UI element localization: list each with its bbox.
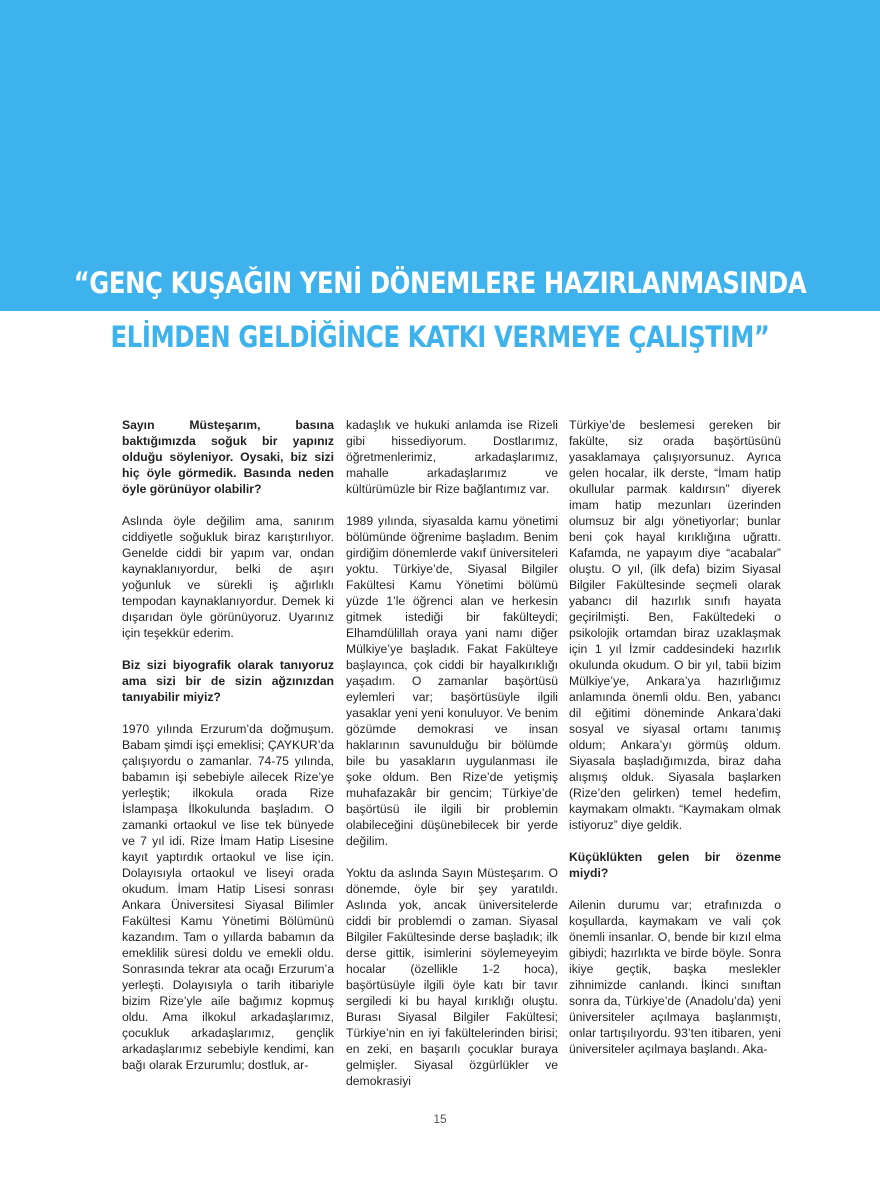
headline-line-1: “GENÇ KUŞAĞIN YENİ DÖNEMLERE HAZIRLANMASINDA [73, 266, 807, 300]
question-paragraph: Sayın Müsteşarım, basına baktığımızda soğuk bir yapınız olduğu söyleniyor. Oysaki, biz sizi hiç öyle görmedik. Basında neden öyle görünüyor olabilir? [122, 418, 334, 496]
question-paragraph: Biz sizi biyografik olarak tanıyoruz ama sizi bir de sizin ağzınızdan tanıyabilir miyiz? [122, 658, 334, 704]
answer-paragraph: 1989 yılında, siyasalda kamu yönetimi bölümünde öğrenime başladım. Benim girdiğim dönemlerde vakıf üniversiteleri yoktu. Türkiye’de, Siyasal Bilgiler Fakültesi Kamu Yönetimi bölümü yüzde 1’le öğrenci alan ve herkesin gitmek istediği bir fakülteydi; Elhamdülillah oraya yani namı diğer Mülkiye’ye başladık. Fakat Fakülteye başlayınca, çok ciddi bir hayalkırıklığı yaşadım. O zamanlar başörtüsü eylemleri var; başörtüsüyle ilgili yasaklar yeni yeni konuluyor. Ve benim gözümde demokrasi ve insan haklarının savunulduğu bir bölümde bile bu yasakların uygulanması ile şoke oldum. Ben Rize’de yetişmiş muhafazakâr bir gencim; Türkiye’de başörtüsü ile ilgili bir problemin olabileceğini düşünebilecek bir yerde değilim. [346, 514, 558, 848]
answer-paragraph: Ailenin durumu var; etrafınızda o koşullarda, kaymakam ve vali çok önemli insanlar. O, bende bir kızıl elma gibiydi; hazırlıkta ve birde böyle. Sonra ikiye geçtik, başka meslekler zihnimizde canlandı. İkinci sınıftan sonra da, Türkiye’de (Anadolu’da) yeni üniversiteler açılmaya başlanmıştı, onlar tartışılıyordu. 93’ten itibaren, yeni üniversiteler açılmaya başlandı. Aka- [569, 898, 781, 1056]
text-column-3 [569, 417, 781, 1057]
text-column-2 [346, 417, 558, 1089]
answer-paragraph: Yoktu da aslında Sayın Müsteşarım. O dönemde, öyle bir şey yaratıldı. Aslında yok, ancak üniversitelerde ciddi bir problemdi o zaman. Siyasal Bilgiler Fakültesinde derse başladık; ilk derse gittik, isimlerini söylemeyeyim hocalar (özellikle 1-2 hoca), başörtüsüyle ilgili öyle katı bir tavır sergiledi ki bu hayal kırıklığı oluştu. Burası Siyasal Bilgiler Fakültesi; Türkiye’nin en iyi fakültelerinden birisi; en zeki, en başarılı çocuklar buraya gelmişler. Siyasal özgürlükler ve demokrasiyi [346, 866, 558, 1088]
headline-line-2: ELİMDEN GELDİĞİNCE KATKI VERMEYE ÇALIŞTIM” [110, 320, 770, 354]
question-paragraph: Küçüklükten gelen bir özenme miydi? [569, 850, 781, 880]
answer-paragraph: 1970 yılında Erzurum’da doğmuşum. Babam şimdi işçi emeklisi; ÇAYKUR’da çalışıyordu o zamanlar. 74-75 yılında, babamın işi sebebiyle ailecek Rize’ye yerleştik; ilkokula orada Rize İslampaşa İlkokulunda başladım. O zamanki ortaokul ve lise tek bünyede ve 7 yıl idi. Rize İmam Hatip Lisesine kayıt yaptırdık ortaokul ve lise için. Dolayısıyla ortaokul ve liseyi orada okudum. İmam Hatip Lisesi sonrası Ankara Üniversitesi Siyasal Bilimler Fakültesi Kamu Yönetimi Bölümünü kazandım. Tam o yıllarda babamın da emeklilik süresi doldu ve emekli oldu. Sonrasında tekrar ata ocağı Erzurum’a yerleşti. Dolayısıyla o tarih itibariyle bizim Rize’yle aile bağımız kopmuş oldu. Ama ilkokul arkadaşlarımız, çocukluk arkadaşlarımız, gençlik arkadaşlarımız sebebiyle kendimi, kan bağı olarak Erzurumlu; dostluk, ar- [122, 722, 334, 1072]
page-number: 15 [433, 1112, 447, 1126]
answer-paragraph: Aslında öyle değilim ama, sanırım ciddiyetle soğukluk biraz karıştırılıyor. Genelde ciddi bir yapım var, ondan kaynaklanıyordur, belki de aşırı yoğunluk ve sürekli iş ağırlıklı tempodan kaynaklanıyordur. Demek ki dışarıdan öyle görünüyoruz. Uyarınız için teşekkür ederim. [122, 514, 334, 640]
answer-paragraph: kadaşlık ve hukuki anlamda ise Rizeli gibi hissediyorum. Dostlarımız, öğretmenlerimiz, arkadaşlarımız, mahalle arkadaşlarımız ve kültürümüzle bir Rize bağlantımız var. [346, 418, 558, 496]
text-column-1 [122, 417, 334, 1073]
answer-paragraph: Türkiye’de beslemesi gereken bir fakülte, siz orada başörtüsünü yasaklamaya çalışıyorsunuz. Ayrıca gelen hocalar, ilk derste, “İmam hatip okullular parmak kaldırsın” diyerek imam hatip mezunları üzerinden olumsuz bir algı yönetiyorlar; bunlar beni çok hayal kırıklığına uğrattı. Kafamda, ne yapayım diye “acabalar” oluştu. O yıl, (ilk defa) bizim Siyasal Bilgiler Fakültesinde seçmeli olarak yabancı dil hazırlık sınıfı hayata geçirilmişti. Ben, Fakültedeki o psikolojik ortamdan biraz uzaklaşmak için 1 yıl İzmir caddesindeki hazırlık okulunda okudum. O bir yıl, tabii bizim Mülkiye’ye, Ankara’ya hazırlığımız anlamında önemli oldu. Ben, yabancı dil eğitimi döneminde Ankara’daki sosyal ve siyasal ortamı tanımış oldum; Ankara’yı görmüş oldum. Siyasala başladığımızda, biraz daha alışmış olduk. Siyasala başlarken (Rize’den gelirken) temel hedefim, kaymakam olmaktı. “Kaymakam olmak istiyoruz” diye geldik. [569, 418, 781, 832]
